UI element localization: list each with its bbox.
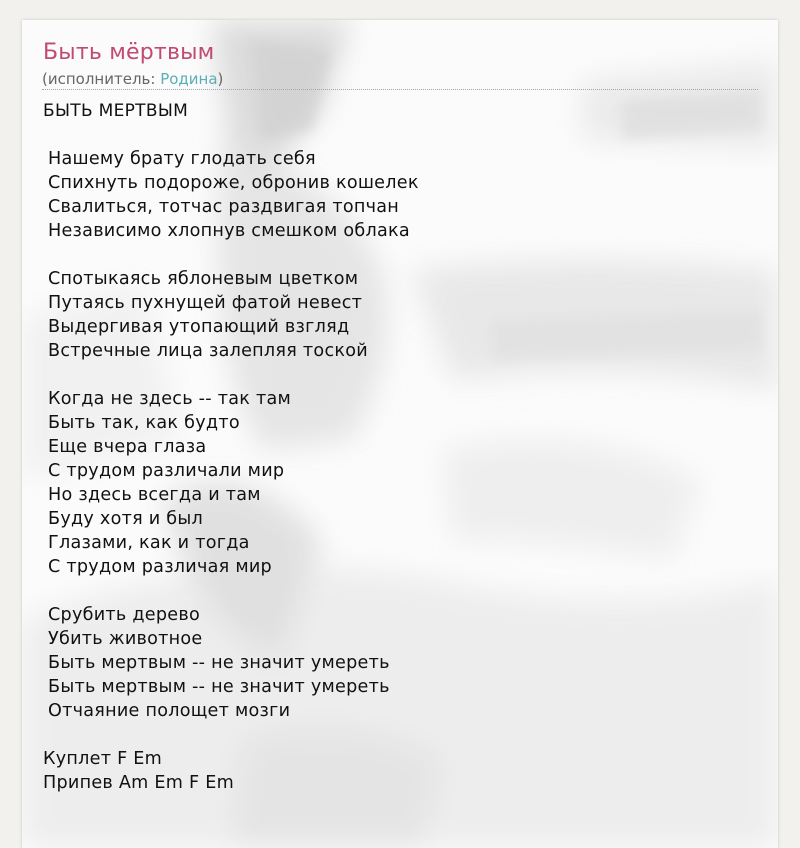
chords-block xyxy=(43,747,234,795)
lyric-line: Спотыкаясь яблоневым цветком xyxy=(48,269,359,289)
lyric-line: С трудом различая мир xyxy=(48,557,272,577)
artist-prefix: (исполнитель: xyxy=(42,70,161,88)
lyric-line: Быть так, как будто xyxy=(48,413,240,433)
lyric-line: Быть мертвым -- не значит умереть xyxy=(48,653,390,673)
dotted-divider xyxy=(42,89,758,90)
lyric-line: Спихнуть подороже, обронив кошелек xyxy=(48,173,419,193)
lyric-line: Еще вчера глаза xyxy=(48,437,207,457)
lyric-line: Буду хотя и был xyxy=(48,509,204,529)
stanza-3 xyxy=(48,387,419,579)
lyric-line: Путаясь пухнущей фатой невест xyxy=(48,293,363,313)
lyric-line: Но здесь всегда и там xyxy=(48,485,261,505)
stanza-1 xyxy=(48,147,419,243)
lyric-line: Когда не здесь -- так там xyxy=(48,389,292,409)
artist-line xyxy=(42,70,223,88)
lyric-line: Глазами, как и тогда xyxy=(48,533,250,553)
lyric-line: Встречные лица залепляя тоской xyxy=(48,341,368,361)
verse-chords: Куплет F Em xyxy=(43,749,163,769)
chorus-chords: Припев Am Em F Em xyxy=(43,773,234,793)
stanza-4 xyxy=(48,603,419,723)
lyric-line: Срубить дерево xyxy=(48,605,200,625)
artist-link[interactable]: Родина xyxy=(160,70,218,88)
artist-suffix: ) xyxy=(217,70,224,88)
lyric-line: Выдергивая утопающий взгляд xyxy=(48,317,350,337)
lyric-line: Нашему брату глодать себя xyxy=(48,149,316,169)
lyric-line: Свалиться, тотчас раздвигая топчан xyxy=(48,197,400,217)
lyric-line: Отчаяние полощет мозги xyxy=(48,701,291,721)
lyric-line: Быть мертвым -- не значит умереть xyxy=(48,677,390,697)
lyrics-card xyxy=(22,20,778,848)
lyric-line: Убить животное xyxy=(48,629,203,649)
stanza-2 xyxy=(48,267,419,363)
lyrics-body xyxy=(48,147,419,747)
song-heading: БЫТЬ МЕРТВЫМ xyxy=(43,101,189,121)
lyric-line: Независимо хлопнув смешком облака xyxy=(48,221,410,241)
lyric-line: С трудом различали мир xyxy=(48,461,285,481)
song-title: Быть мёртвым xyxy=(43,40,215,65)
